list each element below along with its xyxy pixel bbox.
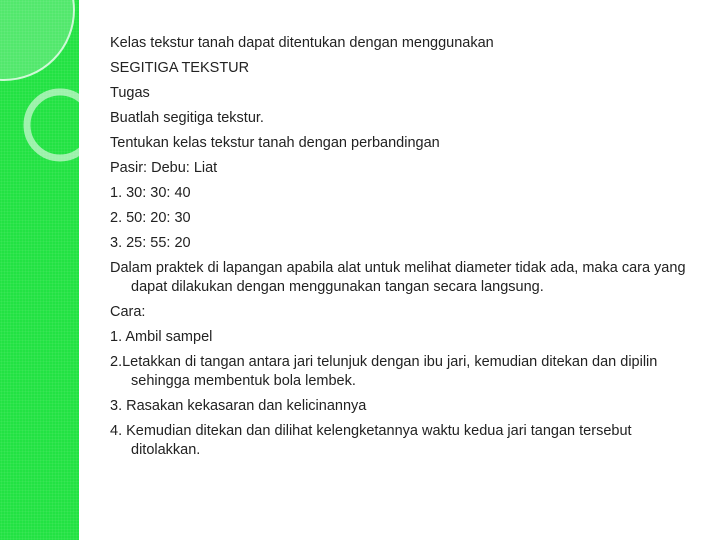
small-circle-ring <box>27 92 93 158</box>
paragraph-tentukan: Tentukan kelas tekstur tanah dengan perbandingan <box>110 135 440 151</box>
paragraph-praktek: Dalam praktek di lapangan apabila alat untuk melihat diameter tidak ada, maka cara yang dapat dilakukan dengan menggunakan tangan secara langsung. <box>110 260 686 295</box>
paragraph-segitiga-tekstur: SEGITIGA TEKSTUR <box>110 60 250 76</box>
paragraph-cara: Cara: <box>110 304 146 320</box>
paragraph-buatlah: Buatlah segitiga tekstur. <box>110 110 264 126</box>
paragraph-ratio-header: Pasir: Debu: Liat <box>110 160 218 176</box>
list-item-step-3: 3. Rasakan kekasaran dan kelicinannya <box>110 398 367 414</box>
slide-body-text <box>110 34 690 466</box>
list-item-step-4: 4. Kemudian ditekan dan dilihat kelengketannya waktu kedua jari tangan tersebut ditolakkan. <box>110 423 632 458</box>
list-item-step-1: 1. Ambil sampel <box>110 329 213 345</box>
list-item-ratio-1: 1. 30: 30: 40 <box>110 185 191 201</box>
decorative-circles-icon <box>0 0 120 200</box>
list-item-step-2: 2.Letakkan di tangan antara jari telunjuk dengan ibu jari, kemudian ditekan dan dipilin sehingga membentuk bola lembek. <box>110 354 658 389</box>
paragraph-intro: Kelas tekstur tanah dapat ditentukan dengan menggunakan <box>110 35 494 51</box>
large-circle-outline <box>0 0 74 80</box>
paragraph-tugas: Tugas <box>110 85 150 101</box>
list-item-ratio-2: 2. 50: 20: 30 <box>110 210 191 226</box>
list-item-ratio-3: 3. 25: 55: 20 <box>110 235 191 251</box>
